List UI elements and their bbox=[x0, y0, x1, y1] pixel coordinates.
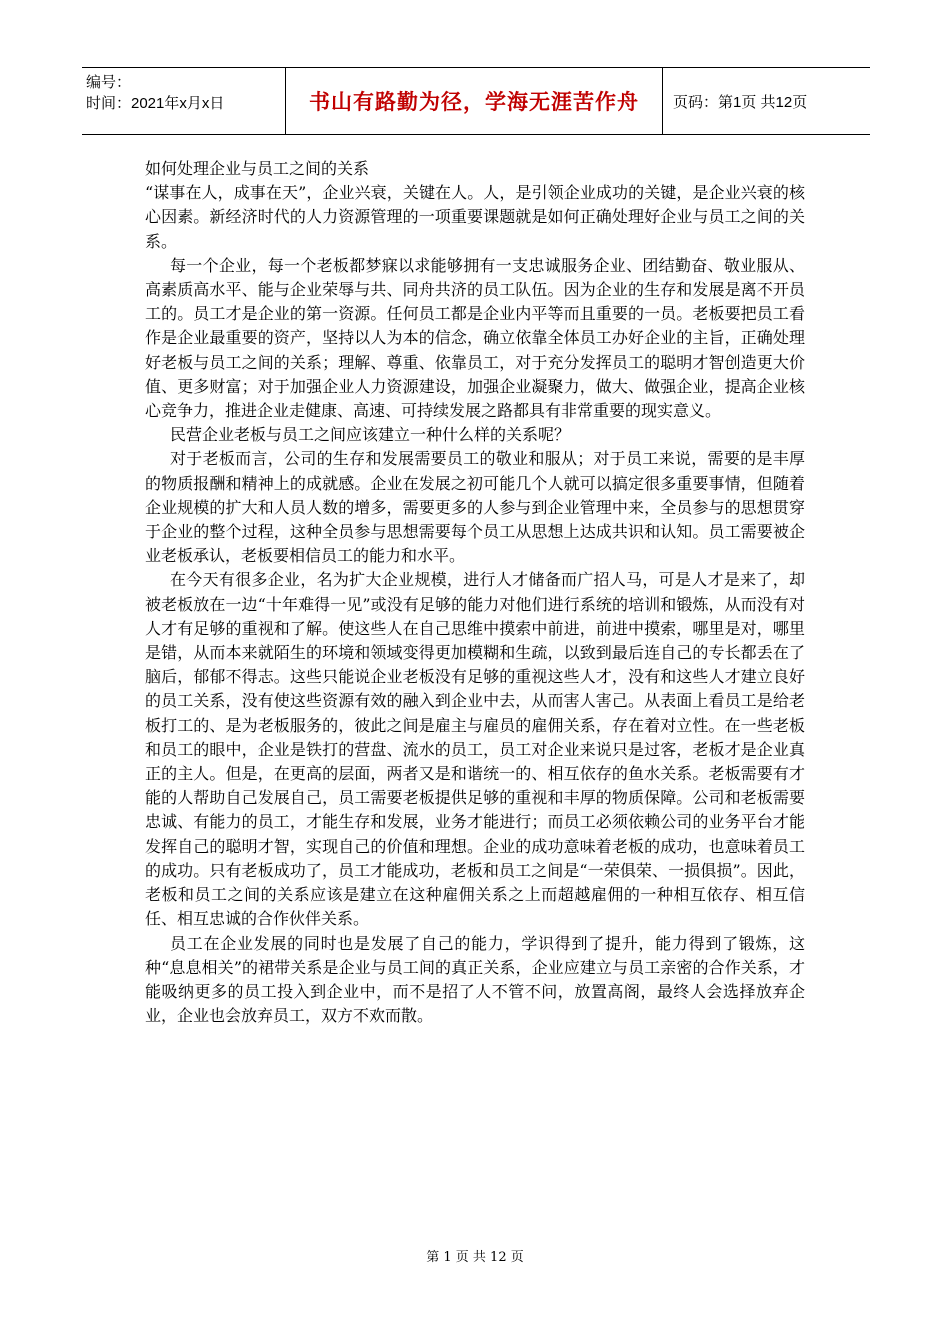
document-header bbox=[82, 67, 870, 135]
paragraph: 在今天有很多企业，名为扩大企业规模，进行人才储备而广招人马，可是人才是来了，却被老板放在一边“十年难得一见”或没有足够的能力对他们进行系统的培训和锻炼，从而没有对人才有足够的重视和了解。使这些人在自己思维中摸索中前进，前进中摸索，哪里是对，哪里是错，从而本来就陌生的环境和领域变得更加模糊和生疏，以致到最后连自己的专长都丢在了脑后，郁郁不得志。这些只能说企业老板没有足够的重视这些人才，没有和这些人才建立良好的员工关系，没有使这些资源有效的融入到企业中去，从而害人害己。从表面上看员工是给老板打工的、是为老板服务的，彼此之间是雇主与雇员的雇佣关系，存在着对立性。在一些老板和员工的眼中，企业是铁打的营盘、流水的员工，员工对企业来说只是过客，老板才是企业真正的主人。但是，在更高的层面，两者又是和谐统一的、相互依存的鱼水关系。老板需要有才能的人帮助自己发展自己，员工需要老板提供足够的重视和丰厚的物质保障。公司和老板需要忠诚、有能力的员工，才能生存和发展，业务才能进行；而员工必须依赖公司的业务平台才能发挥自己的聪明才智，实现自己的价值和理想。企业的成功意味着老板的成功，也意味着员工的成功。只有老板成功了，员工才能成功，老板和员工之间是“一荣俱荣、一损俱损”。因此，老板和员工之间的关系应该是建立在这种雇佣关系之上而超越雇佣的一种相互依存、相互信任、相互忠诚的合作伙伴关系。 bbox=[145, 570, 805, 929]
document-title: 如何处理企业与员工之间的关系 bbox=[145, 159, 370, 178]
time-label: 时间：2021年x月x日 bbox=[86, 95, 225, 112]
page-footer: 第 1 页 共 12 页 bbox=[426, 1250, 524, 1265]
paragraph: “谋事在人，成事在天”，企业兴衰，关键在人。人，是引领企业成功的关键，是企业兴衰的核心因素。新经济时代的人力资源管理的一项重要课题就是如何正确处理好企业与员工之间的关系。 bbox=[145, 183, 805, 251]
document-body bbox=[145, 157, 805, 1028]
header-meta bbox=[82, 68, 286, 135]
page-info: 页码：第1页 共12页 bbox=[663, 68, 871, 135]
paragraph: 民营企业老板与员工之间应该建立一种什么样的关系呢？ bbox=[170, 425, 571, 445]
paragraph: 对于老板而言，公司的生存和发展需要员工的敬业和服从；对于员工来说，需要的是丰厚的物质报酬和精神上的成就感。企业在发展之初可能几个人就可以搞定很多重要事情，但随着企业规模的扩大和人员人数的增多，需要更多的人参与到企业管理中来，全员参与的思想贯穿于企业的整个过程，这种全员参与思想需要每个员工从思想上达成共识和认知。员工需要被企业老板承认，老板要相信员工的能力和水平。 bbox=[145, 449, 805, 566]
header-slogan-cell bbox=[286, 68, 663, 135]
number-label: 编号： bbox=[86, 74, 132, 91]
slogan: 书山有路勤为径，学海无涯苦作舟 bbox=[309, 90, 639, 114]
paragraph: 每一个企业，每一个老板都梦寐以求能够拥有一支忠诚服务企业、团结勤奋、敬业服从、高素质高水平、能与企业荣辱与共、同舟共济的员工队伍。因为企业的生存和发展是离不开员工的。员工才是企业的第一资源。任何员工都是企业内平等而且重要的一员。老板要把员工看作是企业最重要的资产，坚持以人为本的信念，确立依靠全体员工办好企业的主旨，正确处理好老板与员工之间的关系；理解、尊重、依靠员工，对于充分发挥员工的聪明才智创造更大价值、更多财富；对于加强企业人力资源建设，加强企业凝聚力，做大、做强企业，提高企业核心竞争力，推进企业走健康、高速、可持续发展之路都具有非常重要的现实意义。 bbox=[145, 255, 805, 421]
paragraph: 员工在企业发展的同时也是发展了自己的能力，学识得到了提升，能力得到了锻炼，这种“息息相关”的裙带关系是企业与员工间的真正关系，企业应建立与员工亲密的合作关系，才能吸纳更多的员工投入到企业中，而不是招了人不管不问，放置高阁，最终人会选择放弃企业，企业也会放弃员工，双方不欢而散。 bbox=[145, 933, 805, 1026]
